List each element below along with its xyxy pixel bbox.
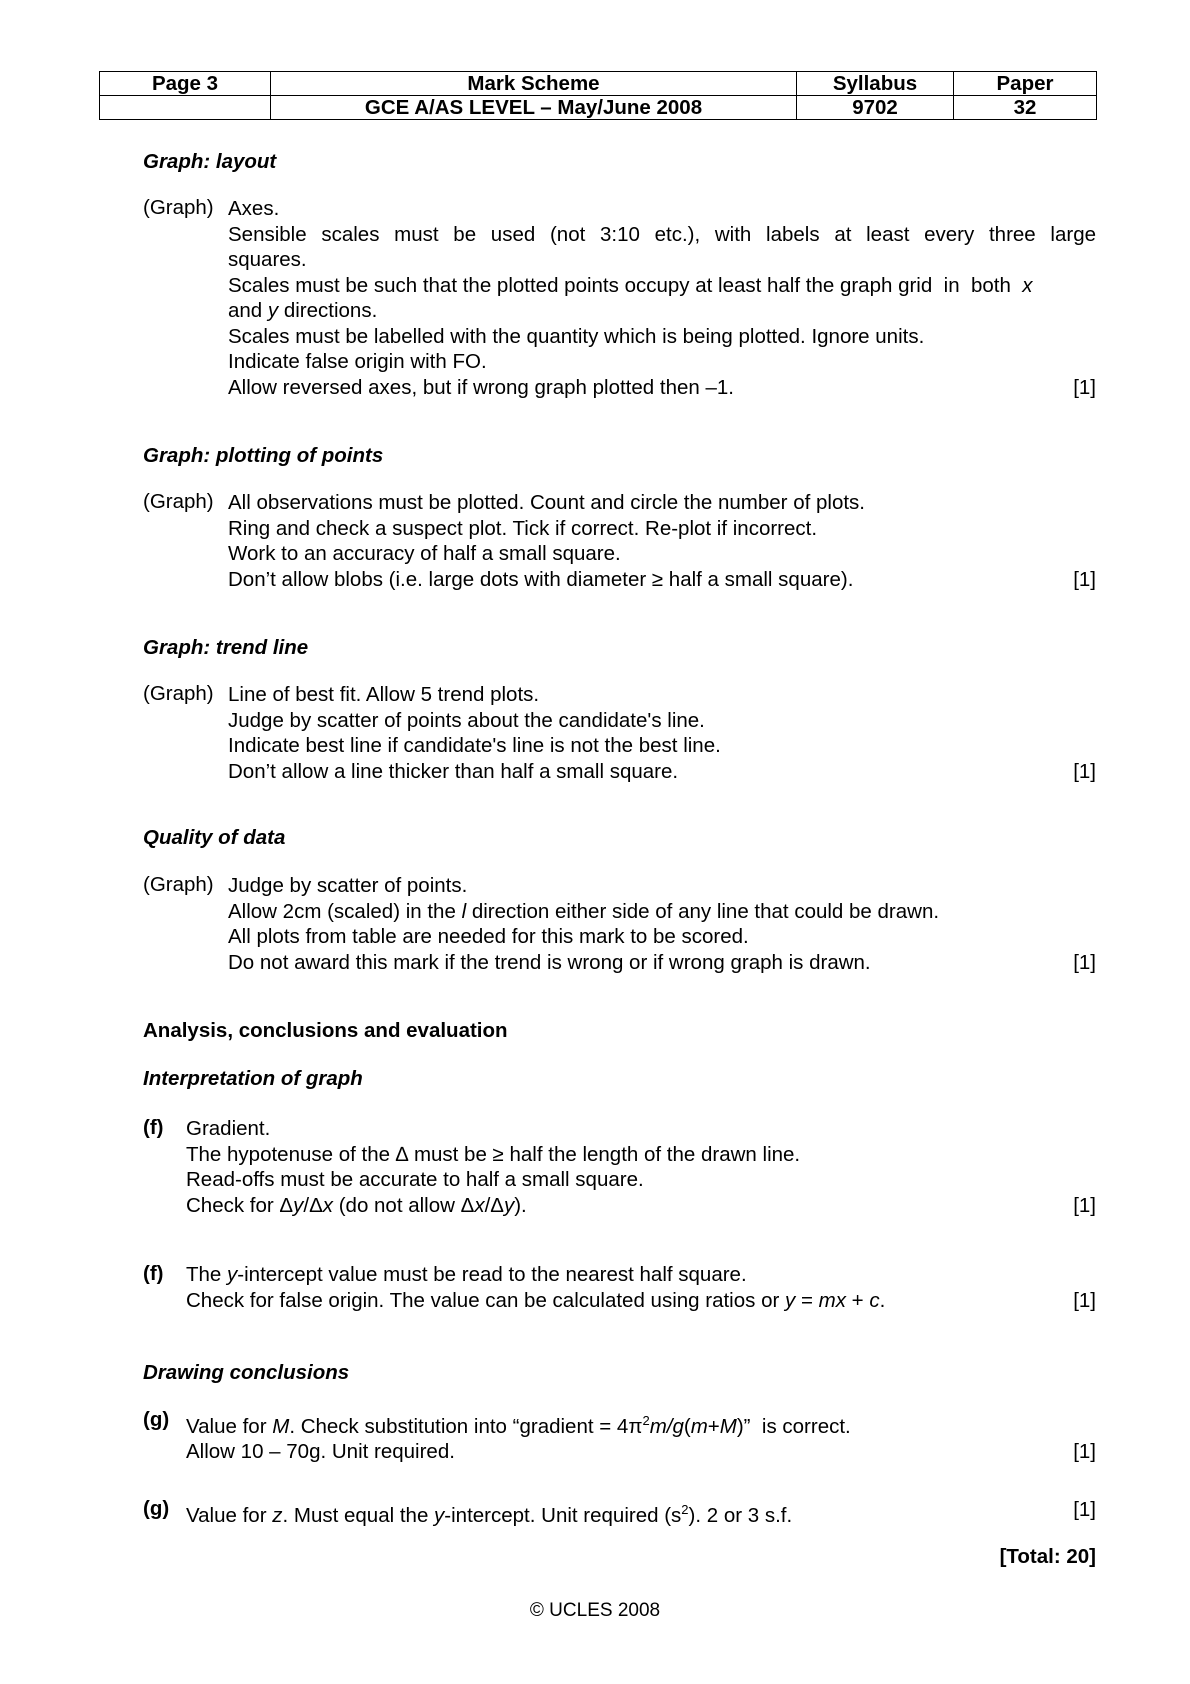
- text-line: All observations must be plotted. Count and circle the number of plots.: [228, 491, 865, 514]
- text-span: Don’t allow a line thicker than half a small square.: [228, 759, 679, 783]
- header-cell-paper-label: Paper: [954, 72, 1097, 96]
- mark-value: [1]: [1073, 1440, 1096, 1464]
- text-span: Don’t allow blobs (i.e. large dots with diameter ≥ half a small square).: [228, 567, 854, 591]
- text-line: Judge by scatter of points.: [228, 874, 468, 897]
- header-cell-paper-number: 32: [954, 96, 1097, 120]
- header-cell-title: Mark Scheme: [271, 72, 797, 96]
- text-line: Judge by scatter of points about the candidate's line.: [228, 708, 705, 732]
- label-f: (f): [143, 1262, 164, 1285]
- label-g: (g): [143, 1408, 170, 1431]
- mark-value: [1]: [1073, 1498, 1096, 1521]
- header-row-2: [100, 96, 1097, 120]
- header-cell-syllabus-code: 9702: [797, 96, 954, 120]
- f1-body: [186, 1116, 1096, 1218]
- text-line: Check for false origin. The value can be calculated using ratios or y = mx + c. [1]: [186, 1288, 1096, 1312]
- text-line: [228, 375, 1096, 401]
- text-line: Scales must be such that the plotted points occupy at least half the graph grid in both x: [228, 273, 1033, 297]
- header-row-1: [100, 72, 1097, 96]
- label-g: (g): [143, 1497, 170, 1520]
- text-line: Value for z. Must equal the y-intercept. Unit required $(s^2)$. 2 or 3 s.f. [1]: [186, 1498, 1096, 1527]
- text-line: Indicate false origin with FO.: [228, 350, 487, 373]
- heading-analysis: Analysis, conclusions and evaluation: [143, 1019, 508, 1042]
- heading-quality: Quality of data: [143, 826, 286, 849]
- text-line: squares.: [228, 248, 307, 271]
- label-graph: (Graph): [143, 682, 214, 705]
- text-line: Scales must be labelled with the quantity which is being plotted. Ignore units.: [228, 324, 925, 348]
- text-span: Allow reversed axes, but if wrong graph plotted then –1.: [228, 375, 734, 399]
- text-span: Allow 10 – 70g. Unit required.: [186, 1440, 455, 1464]
- text-line: Work to an accuracy of half a small square.: [228, 542, 621, 565]
- text-line: Check for Δy/Δx (do not allow Δx/Δy). [1]: [186, 1193, 1096, 1217]
- text-line: Ring and check a suspect plot. Tick if correct. Re-plot if incorrect.: [228, 516, 818, 540]
- label-graph: (Graph): [143, 196, 214, 219]
- mark-value: [1]: [1073, 375, 1096, 399]
- text-line: All plots from table are needed for this mark to be scored.: [228, 925, 749, 948]
- quality-body: [228, 873, 1096, 975]
- mark-value: [1]: [1073, 759, 1096, 783]
- header-cell-exam: GCE A/AS LEVEL – May/June 2008: [271, 96, 797, 120]
- header-cell-empty: [100, 96, 271, 120]
- text-line: Line of best fit. Allow 5 trend plots.: [228, 683, 540, 706]
- g1-body: [186, 1408, 1096, 1465]
- text-line: [228, 567, 1096, 593]
- heading-conclusions: Drawing conclusions: [143, 1361, 350, 1384]
- plotting-body: [228, 490, 1096, 592]
- heading-graph-layout: Graph: layout: [143, 150, 277, 173]
- layout-body: [228, 196, 1096, 400]
- text-line: Indicate best line if candidate's line is not the best line.: [228, 734, 721, 757]
- text-line: Sensible scales must be used (not 3:10 etc.), with labels at least every three large: [228, 222, 1096, 246]
- mark-value: [1]: [1073, 950, 1096, 974]
- text-line: Read-offs must be accurate to half a small square.: [186, 1168, 644, 1191]
- heading-plotting: Graph: plotting of points: [143, 444, 384, 467]
- heading-trend-line: Graph: trend line: [143, 636, 309, 659]
- text-line: and y directions.: [228, 299, 378, 322]
- header-cell-page: Page 3: [100, 72, 271, 96]
- label-graph: (Graph): [143, 873, 214, 896]
- label-graph: (Graph): [143, 490, 214, 513]
- text-line: Gradient.: [186, 1117, 271, 1140]
- text-line: The y-intercept value must be read to the nearest half square.: [186, 1263, 747, 1286]
- mark-value: [1]: [1073, 1193, 1096, 1217]
- text-line: [228, 950, 1096, 976]
- header-table: [99, 71, 1097, 120]
- text-line: Axes.: [228, 197, 280, 220]
- footer-copyright: © UCLES 2008: [529, 1600, 661, 1621]
- g2-body: [186, 1497, 1096, 1528]
- heading-interpretation: Interpretation of graph: [143, 1067, 363, 1090]
- text-line: [228, 759, 1096, 785]
- mark-value: [1]: [1073, 567, 1096, 591]
- mark-value: [1]: [1073, 1288, 1096, 1312]
- header-cell-syllabus-label: Syllabus: [797, 72, 954, 96]
- text-span: Do not award this mark if the trend is wrong or if wrong graph is drawn.: [228, 950, 871, 974]
- trend-body: [228, 682, 1096, 784]
- text-line: [186, 1439, 1096, 1465]
- label-f: (f): [143, 1116, 164, 1139]
- text-line: Allow 2cm (scaled) in the l direction either side of any line that could be drawn.: [228, 899, 940, 923]
- total-marks: [Total: 20]: [999, 1545, 1096, 1568]
- f2-body: [186, 1262, 1096, 1313]
- text-line: Value for M. Check substitution into “gradient = $4\pi^2m/g(m+M)$” is correct.: [186, 1413, 851, 1438]
- text-line: The hypotenuse of the ∆ must be ≥ half the length of the drawn line.: [186, 1142, 801, 1166]
